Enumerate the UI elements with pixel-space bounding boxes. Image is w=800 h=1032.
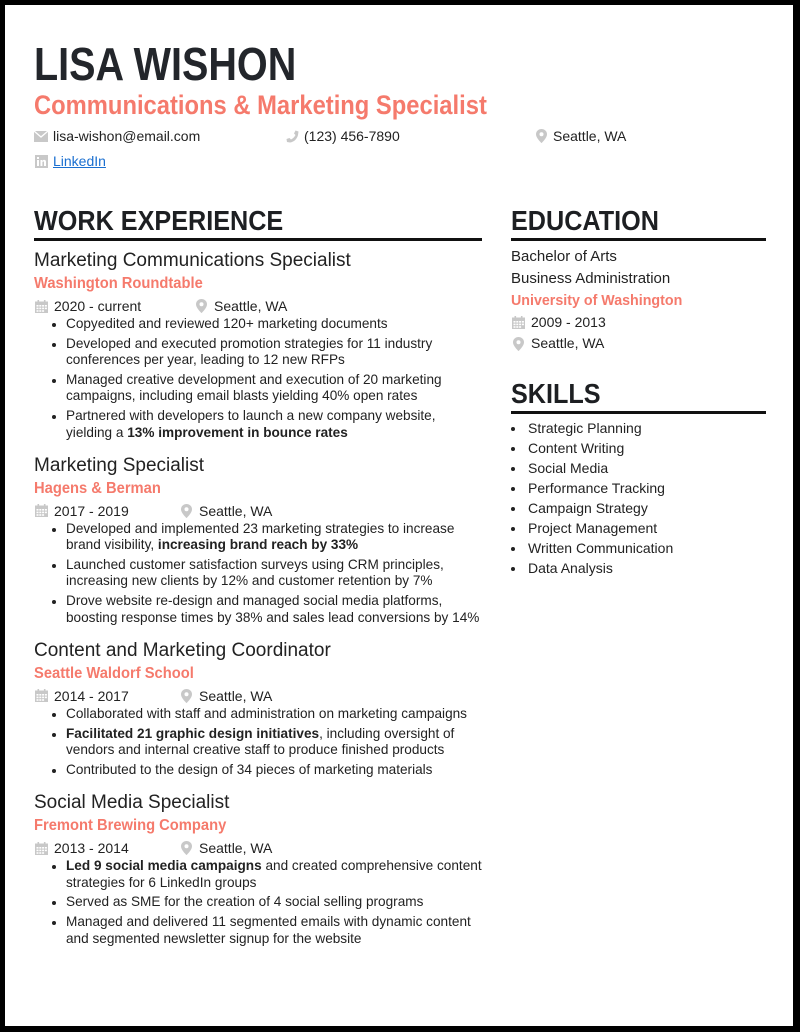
bullet-item: • Launched customer satisfaction surveys using CRM principles, increasing new clients by 12% and customer retention by 7%	[66, 557, 482, 590]
work-experience-section	[34, 205, 482, 950]
bullet-item: • Managed and delivered 11 segmented emails with dynamic content and segmented newsletter signup for the website	[66, 914, 482, 947]
job-title: Social Media Specialist	[34, 792, 230, 814]
job-bullets	[34, 521, 482, 626]
skill-item: • Performance Tracking	[526, 478, 766, 498]
skill-item: • Content Writing	[526, 438, 766, 458]
job-bullets	[34, 706, 482, 778]
location-text: Seattle, WA	[199, 840, 273, 857]
dates-text: 2020 - current	[54, 298, 142, 314]
bullet-item: • Served as SME for the creation of 4 social selling programs	[66, 894, 482, 910]
company-name: Washington Roundtable	[34, 275, 203, 292]
job-meta	[34, 297, 482, 315]
map-pin-icon	[179, 689, 193, 703]
candidate-name: LISA WISHON	[34, 38, 297, 90]
bullet-item: • Managed creative development and execution of 20 marketing campaigns, including email blasts yielding 40% open rates	[66, 372, 482, 405]
job-title: Marketing Specialist	[34, 454, 205, 476]
phone-icon	[285, 129, 299, 143]
education-section	[511, 205, 766, 354]
job-entry	[34, 791, 482, 947]
job-entry	[34, 454, 482, 626]
work-experience-heading: WORK EXPERIENCE	[34, 205, 284, 236]
dates-text: 2013 - 2014	[54, 840, 129, 857]
bullet-item: • Led 9 social media campaigns and created comprehensive content strategies for 6 LinkedIn groups	[66, 858, 482, 891]
candidate-title: Communications & Marketing Specialist	[34, 90, 487, 120]
school-name: University of Washington	[511, 292, 683, 309]
skill-item: • Project Management	[526, 518, 766, 538]
location-text: Seattle, WA	[199, 502, 273, 519]
skill-item: • Strategic Planning	[526, 418, 766, 438]
job-entry	[34, 639, 482, 778]
bullet-item: • Collaborated with staff and administration on marketing campaigns	[66, 706, 482, 722]
job-meta	[34, 502, 482, 520]
job-bullets	[34, 858, 482, 947]
bullet-item: • Developed and implemented 23 marketing strategies to increase brand visibility, increasing brand reach by 33%	[66, 521, 482, 554]
calendar-icon	[34, 689, 48, 703]
field-of-study: Business Administration	[511, 270, 671, 287]
calendar-icon	[34, 299, 48, 313]
email-text: lisa-wishon@email.com	[53, 128, 201, 144]
calendar-icon	[34, 841, 48, 855]
envelope-icon	[34, 129, 48, 143]
section-divider	[34, 238, 482, 241]
contact-linkedin	[34, 152, 106, 170]
location-text: Seattle, WA	[214, 298, 288, 314]
skills-list	[511, 418, 766, 578]
skills-section	[511, 378, 766, 578]
job-entry	[34, 249, 482, 441]
job-meta	[34, 687, 482, 705]
education-dates	[511, 312, 766, 333]
bullet-item: • Contributed to the design of 34 pieces of marketing materials	[66, 762, 482, 778]
bullet-item: • Copyedited and reviewed 120+ marketing documents	[66, 316, 482, 332]
job-dates	[34, 297, 194, 315]
linkedin-icon	[34, 154, 48, 168]
map-pin-icon	[534, 129, 548, 143]
skill-item: • Social Media	[526, 458, 766, 478]
company-name: Hagens & Berman	[34, 479, 161, 497]
map-pin-icon	[511, 337, 525, 351]
dates-text: 2017 - 2019	[54, 502, 129, 519]
calendar-icon	[34, 504, 48, 518]
contact-location	[534, 127, 626, 145]
education-location	[511, 333, 766, 354]
linkedin-link[interactable]: LinkedIn	[53, 153, 106, 169]
section-divider	[511, 411, 766, 414]
skills-heading: SKILLS	[511, 378, 601, 409]
map-pin-icon	[179, 504, 193, 518]
job-dates	[34, 839, 179, 857]
right-column	[511, 205, 766, 578]
job-title: Content and Marketing Coordinator	[34, 639, 331, 661]
company-name: Seattle Waldorf School	[34, 664, 194, 682]
phone-text: (123) 456-7890	[304, 128, 400, 144]
degree: Bachelor of Arts	[511, 248, 617, 265]
job-location	[179, 687, 272, 705]
job-location	[194, 297, 287, 315]
contact-phone	[285, 127, 400, 145]
job-location	[179, 502, 272, 520]
map-pin-icon	[179, 841, 193, 855]
job-location	[179, 839, 272, 857]
bullet-item: • Developed and executed promotion strategies for 11 industry conferences per year, leading to 12 new RFPs	[66, 336, 482, 369]
dates-text: 2014 - 2017	[54, 687, 129, 704]
job-dates	[34, 687, 179, 705]
job-dates	[34, 502, 179, 520]
skill-item: • Data Analysis	[526, 558, 766, 578]
bullet-item: • Facilitated 21 graphic design initiatives, including oversight of vendors and internal creative staff to produce finished products	[66, 726, 482, 759]
calendar-icon	[511, 316, 525, 330]
company-name: Fremont Brewing Company	[34, 817, 227, 835]
bullet-item: • Partnered with developers to launch a new company website, yielding a 13% improvement in bounce rates	[66, 408, 482, 441]
location-text: Seattle, WA	[199, 687, 273, 704]
skill-item: • Campaign Strategy	[526, 498, 766, 518]
map-pin-icon	[194, 299, 208, 313]
job-title: Marketing Communications Specialist	[34, 250, 351, 271]
contact-email	[34, 127, 200, 145]
resume-page	[5, 5, 793, 1026]
dates-text: 2009 - 2013	[531, 314, 606, 330]
job-bullets	[34, 316, 482, 441]
location-text: Seattle, WA	[531, 335, 605, 351]
job-meta	[34, 839, 482, 857]
bullet-item: • Drove website re-design and managed social media platforms, boosting response times by 38% and sales lead conversions by 14%	[66, 593, 482, 626]
skill-item: • Written Communication	[526, 538, 766, 558]
education-heading: EDUCATION	[511, 205, 659, 236]
location-text: Seattle, WA	[553, 128, 627, 144]
section-divider	[511, 238, 766, 241]
